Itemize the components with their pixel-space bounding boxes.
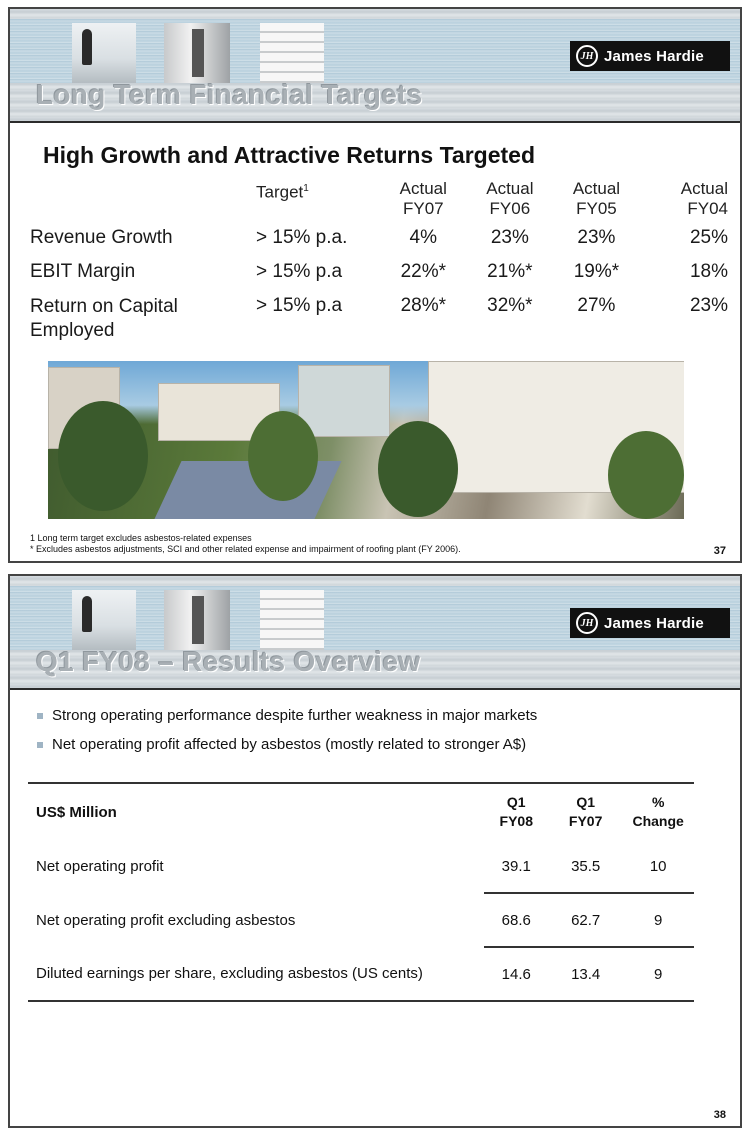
tree-shape	[608, 431, 684, 519]
header-line: FY08	[499, 813, 533, 829]
table-row	[28, 947, 694, 1001]
header-line: Actual	[572, 179, 621, 198]
header-line: FY07	[402, 199, 444, 218]
page-number: 37	[713, 545, 726, 557]
slide-title: Long Term Financial Targets	[36, 79, 423, 110]
table-row	[30, 227, 730, 261]
james-hardie-logo	[570, 608, 730, 638]
title-divider	[10, 688, 740, 690]
cell-q1-fy07: 35.5	[549, 840, 622, 893]
person-figure	[82, 596, 92, 632]
header-line: Q1	[506, 794, 526, 810]
cell-fy04: 18%	[689, 261, 728, 282]
header-line: %	[651, 794, 665, 810]
cell-q1-fy07: 13.4	[549, 947, 622, 1001]
row-label: Diluted earnings per share, excluding asbestos (US cents)	[28, 947, 484, 1001]
tree-shape	[248, 411, 318, 501]
cell-change: 10	[622, 840, 694, 893]
table-row	[30, 261, 730, 295]
row-label	[30, 295, 256, 343]
cell-q1-fy07: 62.7	[549, 893, 622, 947]
header-fy04	[640, 179, 730, 227]
results-table	[28, 782, 694, 1002]
header-line: Actual	[680, 179, 728, 198]
table-row	[30, 295, 730, 343]
banner-photo-person	[72, 590, 136, 650]
banner-photo-siding	[260, 23, 324, 83]
cell-fy07: 4%	[409, 227, 438, 248]
footnote-marker: 1	[303, 183, 309, 194]
row-label-line: Return on Capital	[30, 296, 178, 317]
tower-shape	[192, 596, 204, 644]
bullet-item: Strong operating performance despite further weakness in major markets	[34, 706, 537, 735]
header-line: FY05	[576, 199, 617, 218]
header-target	[256, 179, 380, 227]
cell-fy06: 23%	[490, 227, 529, 248]
tree-shape	[378, 421, 458, 517]
cell-fy05: 23%	[577, 227, 616, 248]
row-label: EBIT Margin	[30, 261, 136, 282]
header-banner	[10, 9, 740, 121]
row-label: Net operating profit	[36, 858, 164, 875]
house-shape	[298, 365, 390, 437]
banner-photo-siding	[260, 590, 324, 650]
header-fy06	[467, 179, 554, 227]
bullet-list	[34, 706, 537, 764]
logo-text: James Hardie	[604, 47, 704, 65]
header-banner	[10, 576, 740, 688]
cell-fy05: 19%*	[573, 261, 620, 282]
header-line: Target	[256, 182, 304, 202]
header-line: Actual	[399, 179, 447, 198]
header-fy07	[380, 179, 467, 227]
bullet-item: Net operating profit affected by asbestos (mostly related to stronger A$)	[34, 735, 537, 764]
cell-target: > 15% p.a.	[256, 227, 348, 248]
cell-target: > 15% p.a	[256, 261, 343, 282]
page-number: 38	[713, 1109, 726, 1121]
row-label-line: Employed	[30, 320, 115, 341]
cell-change: 9	[622, 947, 694, 1001]
footnote: * Excludes asbestos adjustments, SCI and other related expense and impairment of roofing plant (FY 2006).	[30, 544, 461, 554]
row-label: Net operating profit excluding asbestos	[36, 911, 296, 929]
tower-shape	[192, 29, 204, 77]
header-line: FY06	[489, 199, 531, 218]
financial-targets-table	[30, 179, 730, 343]
cell-fy06: 21%*	[487, 261, 533, 282]
header-fy05	[553, 179, 640, 227]
cell-fy07: 22%*	[400, 261, 446, 282]
table-row	[28, 893, 694, 947]
logo-text: James Hardie	[604, 614, 704, 632]
person-figure	[82, 29, 92, 65]
header-q1-fy08	[484, 783, 549, 840]
cell-target: > 15% p.a	[256, 295, 343, 316]
table-header-row	[28, 783, 694, 840]
cell-q1-fy08: 14.6	[484, 947, 549, 1001]
logo-mark-icon: JH	[576, 45, 598, 67]
tree-shape	[58, 401, 148, 511]
header-line: Q1	[576, 794, 595, 810]
cell-q1-fy08: 39.1	[484, 840, 549, 893]
header-q1-fy07	[549, 783, 622, 840]
cell-fy06: 32%*	[487, 295, 533, 316]
cell-change: 9	[622, 893, 694, 947]
banner-photo-building	[164, 590, 230, 650]
slide-37	[8, 7, 742, 563]
header-line: Actual	[486, 179, 534, 198]
slide-title: Q1 FY08 – Results Overview	[36, 646, 421, 677]
table-header-row	[30, 179, 730, 227]
table-row	[28, 840, 694, 893]
cell-q1-fy08: 68.6	[484, 893, 549, 947]
cell-fy04: 25%	[689, 227, 728, 248]
header-blank	[30, 179, 256, 227]
cell-fy05: 27%	[577, 295, 616, 316]
logo-mark-icon: JH	[576, 612, 598, 634]
banner-photo-person	[72, 23, 136, 83]
slide-subtitle: High Growth and Attractive Returns Targeted	[43, 142, 535, 168]
header-line: FY04	[687, 199, 728, 218]
neighborhood-photo	[48, 361, 684, 519]
cell-fy07: 28%*	[400, 295, 446, 316]
title-divider	[10, 121, 740, 123]
cell-fy04: 23%	[689, 295, 728, 316]
header-line: Change	[632, 813, 684, 829]
row-label: Revenue Growth	[30, 227, 173, 248]
footnote: 1 Long term target excludes asbestos-related expenses	[30, 533, 252, 543]
header-change	[622, 783, 694, 840]
james-hardie-logo	[570, 41, 730, 71]
banner-photo-building	[164, 23, 230, 83]
slide-38	[8, 574, 742, 1128]
header-label: US$ Million	[28, 783, 484, 840]
header-line: FY07	[568, 813, 603, 829]
